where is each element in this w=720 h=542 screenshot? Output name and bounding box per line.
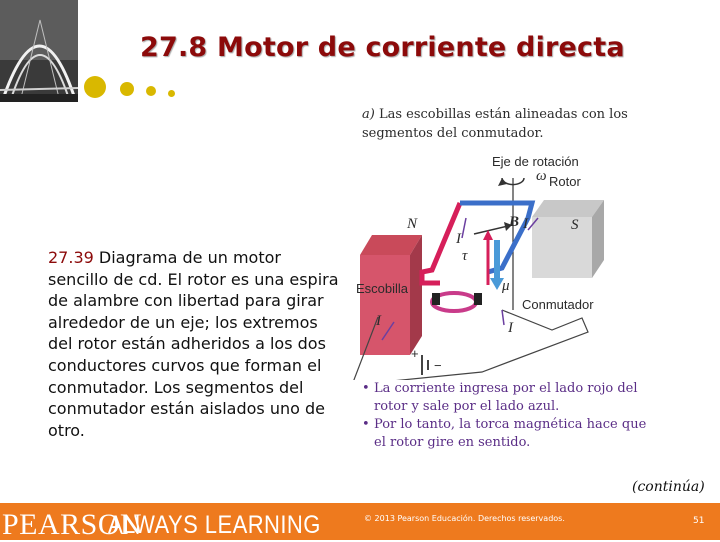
- pearson-logo: PEARSON: [2, 508, 143, 541]
- figure-bullets: [362, 380, 662, 452]
- bullet-item: • Por lo tanto, la torca magnética hace que el rotor gire en sentido.: [362, 416, 662, 452]
- rotor-red-wire: [422, 203, 460, 283]
- part-label: a): [362, 107, 375, 122]
- footer-bar: [0, 503, 720, 540]
- copyright-notice: © 2013 Pearson Educación. Derechos reservados.: [364, 514, 565, 523]
- motor-diagram: [352, 100, 652, 460]
- rotor-label: Rotor: [549, 174, 581, 189]
- battery-minus-label: −: [434, 358, 442, 373]
- brush-label: Escobilla: [356, 281, 409, 296]
- caption-text: Diagrama de un motor sencillo de cd. El rotor es una espira de alambre con libertad para girar alrededor de un eje; los extremos del rotor están adheridos a los dos conductores curvos que forman el conmutador. Los segmentos del conmutador están aislados uno de otro.: [48, 248, 339, 440]
- battery-plus-label: +: [411, 346, 419, 361]
- current-label-top-right: I: [523, 216, 528, 232]
- field-label: B: [509, 214, 520, 230]
- magnet-south-front: [532, 217, 592, 278]
- omega-label: ω: [536, 168, 547, 184]
- magnet-north-side: [410, 235, 422, 355]
- always-learning-slogan: ALWAYS LEARNING: [108, 511, 321, 539]
- current-label-bottom-left: I: [376, 313, 381, 329]
- current-label-bottom-right: I: [508, 320, 513, 336]
- magnet-south-top: [532, 200, 604, 217]
- bridge-photo: [0, 0, 78, 102]
- figure-caption: [48, 247, 340, 441]
- page-number: 51: [693, 516, 705, 526]
- magnet-north-front: [360, 255, 410, 355]
- axis-label: Eje de rotación: [492, 154, 579, 169]
- commutator-label: Conmutador: [522, 297, 594, 312]
- north-label: N: [407, 216, 418, 232]
- motor-illustration: [352, 100, 652, 380]
- brush-right: [474, 293, 482, 305]
- moment-label: μ: [502, 278, 510, 294]
- south-label: S: [571, 217, 579, 233]
- torque-label: τ: [462, 248, 468, 264]
- figure-number: 27.39: [48, 248, 94, 267]
- current-label-top-left: I: [456, 231, 461, 247]
- part-text: Las escobillas están alineadas con los segmentos del conmutador.: [362, 107, 628, 141]
- brush-left: [432, 293, 440, 305]
- continues-note: (continúa): [632, 479, 705, 495]
- bullet-item: • La corriente ingresa por el lado rojo del rotor y sale por el lado azul.: [362, 380, 662, 416]
- page-title: 27.8 Motor de corriente directa: [140, 32, 625, 63]
